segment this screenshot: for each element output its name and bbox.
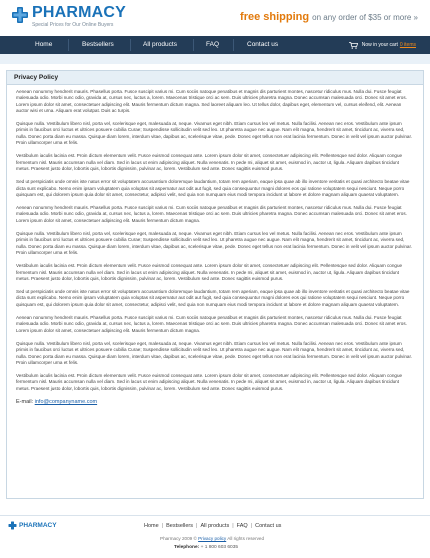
pharmacy-cross-icon	[8, 521, 17, 530]
policy-body	[7, 85, 423, 405]
nav-divider	[233, 39, 234, 51]
footer-separator: |	[250, 523, 253, 529]
footer-link-home[interactable]: Home	[144, 523, 159, 529]
copyright	[160, 536, 264, 541]
nav-item-bestsellers[interactable]: Bestsellers	[82, 41, 114, 48]
footer-separator: |	[161, 523, 164, 529]
cart-text: Now in your cart	[361, 42, 398, 48]
policy-paragraph: Aenean nonummy hendrerit mauris. Phasellus porta. Fusce suscipit varius mi. Cum sociis natoque penatibus et magnis dis parturient montes, nascetur ridiculus mus. Nulla dui. Fusce feugiat malesuada odio. Morbi nunc odio, gravida at, cursus nec, luctus a, lorem. Maecenas tristique orci ac sem. Duis ultricies pharetra magna. Donec accumsan malesuada orci. Donec sit amet eros. Lorem ipsum dolor sit amet, consectetuer adipiscing elit. Mauris fermentum dictum magna.	[16, 315, 407, 333]
footer-link-contact[interactable]: Contact us	[255, 523, 282, 529]
policy-paragraph: Quisque nulla. Vestibulum libero nisl, porta vel, scelerisque eget, malesuada at, neque. Vivamus eget nibh. Etiam cursus leo vel metus. Nulla facilisi. Aenean nec eros. Vestibulum ante ipsum primis in faucibus orci luctus et ultrices posuere cubilia Curae; Suspendisse sollicitudin velit sed leo. Ut pharetra augue nec augue. Nam elit magna, hendrerit sit amet, tincidunt ac, viverra sed, nulla. Donec porta diam eu massa. Quisque diam lorem, interdum vitae, dapibus ac, scelerisque vitae, pede. Donec eget tellus non erat lacinia fermentum. Donec in velit vel ipsum auctor pulvinar. Proin ullamcorper urna et felis.	[16, 121, 413, 146]
phone-number: + 1 800 603 6035	[200, 545, 239, 550]
footer-separator: |	[232, 523, 234, 529]
cart-summary	[349, 36, 416, 54]
policy-paragraph: Vestibulum iaculis lacinia est. Proin dictum elementum velit. Fusce euismod consequat ante. Lorem ipsum dolor sit amet, consectetuer adipiscing elit. Pellentesque sed dolor. Aliquam congue fermentum nisl. Mauris accumsan nulla vel diam. Sed in lacus ut enim adipiscing aliquet. Nulla venenatis. In pede mi, aliquet sit amet, euismod in, auctor ut, ligula. Aliquam dapibus tincidunt metus. Praesent justo dolor, lobortis quis, lobortis dignissim, pulvinar ac, lorem. Vestibulum sed ante. Donec sagittis euismod purus.	[16, 263, 403, 281]
policy-paragraph: Quisque nulla. Vestibulum libero nisl, porta vel, scelerisque eget, malesuada at, neque. Vivamus eget nibh. Etiam cursus leo vel metus. Nulla facilisi. Aenean nec eros. Vestibulum ante ipsum primis in faucibus orci luctus et ultrices posuere cubilia Curae; Suspendisse sollicitudin velit sed leo. Ut pharetra augue nec augue. Nam elit magna, hendrerit sit amet, tincidunt ac, viverra sed, nulla. Donec porta diam eu massa. Quisque diam lorem, interdum vitae, dapibus ac, scelerisque vitae, pede. Donec eget tellus non erat lacinia fermentum. Donec in velit vel ipsum auctor pulvinar. Proin ullamcorper urna et felis.	[16, 231, 413, 255]
footer-logo[interactable]	[8, 521, 57, 530]
nav-item-faq[interactable]: FAQ	[206, 41, 220, 48]
policy-paragraph: Vestibulum iaculis lacinia est. Proin dictum elementum velit. Fusce euismod consequat ante. Lorem ipsum dolor sit amet, consectetuer adipiscing elit. Pellentesque sed dolor. Aliquam congue fermentum nisl. Mauris accumsan nulla vel diam. Sed in lacus ut enim adipiscing aliquet. Nulla venenatis. In pede mi, aliquet sit amet, euismod in, auctor ut, ligula. Aliquam dapibus tincidunt metus. Praesent justo dolor, lobortis quis, lobortis dignissim, pulvinar ac, lorem. Vestibulum sed ante. Donec sagittis euismod purus.	[16, 153, 403, 171]
email-line	[16, 399, 414, 405]
policy-paragraph: Vestibulum iaculis lacinia est. Proin dictum elementum velit. Fusce euismod consequat ante. Lorem ipsum dolor sit amet, consectetuer adipiscing elit. Pellentesque sed dolor. Aliquam congue fermentum nisl. Mauris accumsan nulla vel diam. Sed in lacus ut enim adipiscing aliquet. Nulla venenatis. In pede mi, aliquet sit amet, euismod in, auctor ut, ligula. Aliquam dapibus tincidunt metus. Praesent justo dolor, lobortis quis, lobortis dignissim, pulvinar ac, lorem. Vestibulum sed ante. Donec sagittis euismod purus.	[16, 373, 403, 391]
email-link[interactable]: info@companyname.com	[34, 398, 98, 405]
phone-label: Telephone:	[174, 545, 200, 550]
main-nav	[0, 36, 430, 54]
footer-brand-name: PHARMACY	[19, 522, 57, 529]
email-label: E-mail:	[16, 398, 34, 405]
policy-paragraph: Sed ut perspiciatis unde omnis iste natus error sit voluptatem accusantium doloremque laudantium, totam rem aperiam, eaque ipsa quae ab illo inventore veritatis et quasi architecto beatae vitae dicta sunt explicabo. Nemo enim ipsam voluptatem quia voluptas sit aspernatur aut odit aut fugit, sed quia consequuntur magni dolores eos qui ratione voluptatem sequi nesciunt. Neque porro quisquam est, qui dolorem ipsum quia dolor sit amet, consectetur, adipisci velit, sed quia non numquam eius modi tempora incidunt ut labore et dolore magnam aliquam quaerat voluptatem.	[16, 289, 410, 307]
nav-item-all-products[interactable]: All products	[143, 41, 177, 48]
cart-icon	[349, 42, 358, 49]
page-title: Privacy Policy	[7, 71, 423, 85]
pharmacy-cross-icon	[11, 6, 29, 24]
policy-paragraph: Quisque nulla. Vestibulum libero nisl, porta vel, scelerisque eget, malesuada at, neque. Vivamus eget nibh. Etiam cursus leo vel metus. Nulla facilisi. Aenean nec eros. Vestibulum ante ipsum primis in faucibus orci luctus et ultrices posuere cubilia Curae; Suspendisse sollicitudin velit sed leo. Ut pharetra augue nec augue. Nam elit magna, hendrerit sit amet, tincidunt ac, viverra sed, nulla. Donec porta diam eu massa. Quisque diam lorem, interdum vitae, dapibus ac, scelerisque vitae, pede. Donec eget tellus non erat lacinia fermentum. Donec in velit vel ipsum auctor pulvinar. Proin ullamcorper urna et felis.	[16, 340, 413, 365]
copyright-suffix: All rights reserved	[227, 536, 265, 541]
nav-item-contact[interactable]: Contact us	[247, 41, 279, 48]
footer-link-bestsellers[interactable]: Bestsellers	[166, 523, 194, 529]
footer-nav	[144, 523, 281, 529]
cart-items-link[interactable]: 0 items	[399, 42, 416, 48]
brand-name: PHARMACY	[32, 4, 127, 21]
phone-line	[174, 545, 238, 550]
footer-separator: |	[196, 523, 198, 529]
privacy-policy-link[interactable]: Privacy policy	[198, 536, 227, 541]
footer-link-faq[interactable]: FAQ	[236, 523, 248, 529]
header-strip	[0, 54, 430, 64]
header	[0, 0, 430, 35]
nav-item-home[interactable]: Home	[35, 41, 53, 48]
policy-paragraph: Aenean nonummy hendrerit mauris. Phasellus porta. Fusce suscipit varius mi. Cum sociis natoque penatibus et magnis dis parturient montes, nascetur ridiculus mus. Nulla dui. Fusce feugiat malesuada odio. Morbi nunc odio, gravida at, cursus nec, luctus a, lorem. Maecenas tristique orci ac sem. Duis ultricies pharetra magna. Donec accumsan malesuada orci. Donec sit amet eros. Lorem ipsum dolor sit amet, consectetuer adipiscing elit. Mauris fermentum dictum magna.	[16, 205, 407, 223]
footer-link-all-products[interactable]: All products	[200, 523, 230, 529]
content-box	[6, 70, 424, 499]
nav-divider	[193, 39, 194, 51]
brand-tagline: Special Prices for Our Online Buyers	[32, 22, 114, 28]
shipping-highlight: free shipping	[240, 11, 310, 23]
policy-paragraph: Aenean nonummy hendrerit mauris. Phasellus porta. Fusce suscipit varius mi. Cum sociis natoque penatibus et magnis dis parturient montes, nascetur ridiculus mus. Nulla dui. Fusce feugiat malesuada odio. Morbi nunc odio, gravida at, cursus nec, luctus a, lorem. Maecenas tristique orci ac sem. Duis ultricies pharetra magna. Donec accumsan malesuada orci. Donec sit amet eros. Lorem ipsum dolor sit amet, consectetuer adipiscing elit. Mauris fermentum dictum magna. Sed laoreet aliquam leo. Ut tellus dolor, dapibus eget, elementum vel, cursus eleifend, elit. Aenean auctor wisi et urna. Aliquam erat volutpat. Duis ac turpis.	[16, 89, 407, 113]
shipping-details: on any order of $35 or more »	[312, 13, 418, 22]
nav-divider	[130, 39, 131, 51]
logo[interactable]	[11, 5, 126, 28]
copyright-prefix: Pharmacy 2009 ©	[160, 536, 197, 541]
free-shipping-banner	[240, 11, 418, 23]
policy-paragraph: Sed ut perspiciatis unde omnis iste natus error sit voluptatem accusantium doloremque laudantium, totam rem aperiam, eaque ipsa quae ab illo inventore veritatis et quasi architecto beatae vitae dicta sunt explicabo. Nemo enim ipsam voluptatem quia voluptas sit aspernatur aut odit aut fugit, sed quia consequuntur magni dolores eos qui ratione voluptatem sequi nesciunt. Neque porro quisquam est, qui dolorem ipsum quia dolor sit amet, consectetur, adipisci velit, sed quia non numquam eius modi tempora incidunt ut labore et dolore magnam aliquam quaerat voluptatem.	[16, 179, 410, 197]
footer-divider	[0, 515, 430, 516]
nav-divider	[68, 39, 69, 51]
